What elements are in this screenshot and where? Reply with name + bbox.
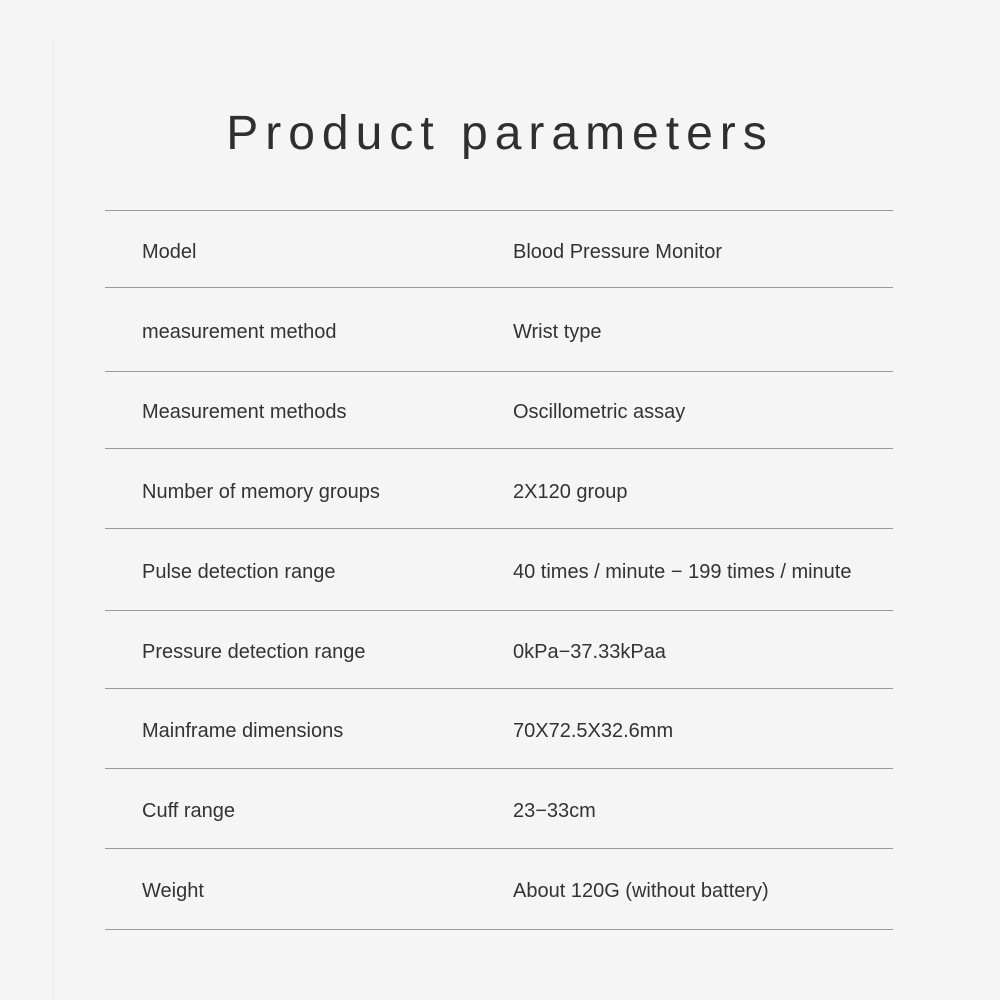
parameter-value: 2X120 group bbox=[513, 481, 628, 503]
parameter-label: Mainframe dimensions bbox=[142, 720, 344, 742]
parameter-value: Wrist type bbox=[513, 321, 602, 343]
table-divider bbox=[105, 210, 893, 211]
parameter-label: Weight bbox=[142, 880, 204, 902]
parameter-value: 23−33cm bbox=[513, 800, 596, 822]
table-divider bbox=[105, 448, 893, 449]
parameter-label: Cuff range bbox=[142, 800, 236, 822]
table-divider bbox=[105, 848, 893, 849]
page-edge-divider bbox=[53, 38, 54, 1000]
parameter-label: Pulse detection range bbox=[142, 561, 336, 583]
table-divider bbox=[105, 528, 893, 529]
parameter-value: 40 times / minute − 199 times / minute bbox=[513, 561, 852, 583]
parameter-value: About 120G (without battery) bbox=[513, 880, 769, 902]
table-divider bbox=[105, 610, 893, 611]
parameter-value: Blood Pressure Monitor bbox=[513, 241, 722, 263]
table-divider bbox=[105, 688, 893, 689]
table-divider bbox=[105, 768, 893, 769]
parameter-label: Pressure detection range bbox=[142, 641, 366, 663]
page-title: Product parameters bbox=[226, 107, 774, 160]
parameter-label: Measurement methods bbox=[142, 401, 347, 423]
table-divider bbox=[105, 287, 893, 288]
parameter-value: Oscillometric assay bbox=[513, 401, 686, 423]
parameter-label: Number of memory groups bbox=[142, 481, 380, 503]
parameter-value: 0kPa−37.33kPaa bbox=[513, 641, 666, 663]
parameter-label: measurement method bbox=[142, 321, 337, 343]
table-divider bbox=[105, 929, 893, 930]
table-divider bbox=[105, 371, 893, 372]
parameter-value: 70X72.5X32.6mm bbox=[513, 720, 674, 742]
parameter-label: Model bbox=[142, 241, 197, 263]
